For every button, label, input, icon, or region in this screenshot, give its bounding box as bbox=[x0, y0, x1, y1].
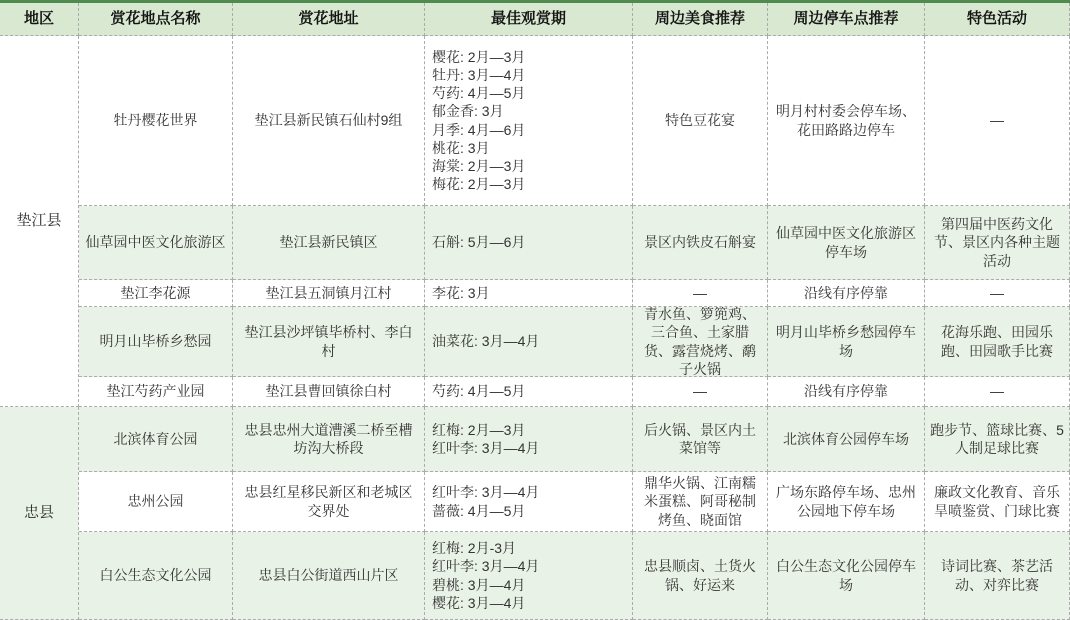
viewing-period-cell bbox=[425, 472, 633, 532]
activity-cell: — bbox=[925, 280, 1070, 307]
spot-name-cell: 垫江芍药产业园 bbox=[79, 377, 233, 407]
food-cell: 青水鱼、箩篼鸡、三合鱼、土家腊货、露营烧烤、鹬子火锅 bbox=[633, 307, 768, 377]
activity-cell: — bbox=[925, 36, 1070, 206]
period-line: 梅花: 2月—3月 bbox=[432, 176, 526, 193]
parking-cell: 明月山毕桥乡愁园停车场 bbox=[768, 307, 925, 377]
address-cell: 垫江县五洞镇月江村 bbox=[233, 280, 425, 307]
parking-cell: 仙草园中医文化旅游区停车场 bbox=[768, 206, 925, 280]
header-cell-region: 地区 bbox=[0, 3, 79, 36]
address-cell: 忠县红星移民新区和老城区交界处 bbox=[233, 472, 425, 532]
period-line: 樱花: 3月—4月 bbox=[432, 594, 526, 611]
period-line: 芍药: 4月—5月 bbox=[432, 85, 526, 102]
parking-cell: 明月村村委会停车场、花田路路边停车 bbox=[768, 36, 925, 206]
viewing-period-cell bbox=[425, 377, 633, 407]
period-line: 碧桃: 3月—4月 bbox=[432, 576, 526, 593]
food-cell: — bbox=[633, 280, 768, 307]
viewing-period-cell bbox=[425, 280, 633, 307]
period-line: 油菜花: 3月—4月 bbox=[432, 333, 540, 350]
period-line: 石斛: 5月—6月 bbox=[432, 234, 526, 251]
viewing-period-cell bbox=[425, 307, 633, 377]
period-line: 红梅: 2月-3月 bbox=[432, 540, 517, 557]
viewing-period-cell bbox=[425, 36, 633, 206]
period-line: 海棠: 2月—3月 bbox=[432, 157, 526, 174]
period-line: 红叶李: 3月—4月 bbox=[432, 558, 540, 575]
address-cell: 垫江县新民镇石仙村9组 bbox=[233, 36, 425, 206]
viewing-period-cell bbox=[425, 407, 633, 472]
viewing-period-cell bbox=[425, 206, 633, 280]
activity-cell: 第四届中医药文化节、景区内各种主题活动 bbox=[925, 206, 1070, 280]
period-line: 桃花: 3月 bbox=[432, 139, 490, 156]
activity-cell: 跑步节、篮球比赛、5人制足球比赛 bbox=[925, 407, 1070, 472]
activity-cell: — bbox=[925, 377, 1070, 407]
header-cell-address: 赏花地址 bbox=[233, 3, 425, 36]
spot-name-cell: 明月山毕桥乡愁园 bbox=[79, 307, 233, 377]
region-cell-zhongxian: 忠县 bbox=[0, 407, 79, 620]
period-line: 牡丹: 3月—4月 bbox=[432, 66, 526, 83]
header-cell-spot-name: 赏花地点名称 bbox=[79, 3, 233, 36]
period-line: 红叶李: 3月—4月 bbox=[432, 484, 540, 501]
period-line: 郁金香: 3月 bbox=[432, 103, 504, 120]
viewing-period-cell bbox=[425, 532, 633, 620]
address-cell: 垫江县沙坪镇毕桥村、李白村 bbox=[233, 307, 425, 377]
food-cell: 景区内铁皮石斛宴 bbox=[633, 206, 768, 280]
spot-name-cell: 牡丹樱花世界 bbox=[79, 36, 233, 206]
activity-cell: 廉政文化教育、音乐旱喷鉴赏、门球比赛 bbox=[925, 472, 1070, 532]
parking-cell: 北滨体育公园停车场 bbox=[768, 407, 925, 472]
period-line: 芍药: 4月—5月 bbox=[432, 383, 526, 400]
activity-cell: 花海乐跑、田园乐跑、田园歌手比赛 bbox=[925, 307, 1070, 377]
region-cell-dianjiang: 垫江县 bbox=[0, 36, 79, 407]
period-line: 蔷薇: 4月—5月 bbox=[432, 502, 526, 519]
address-cell: 忠县忠州大道漕溪二桥至槽坊沟大桥段 bbox=[233, 407, 425, 472]
spot-name-cell: 仙草园中医文化旅游区 bbox=[79, 206, 233, 280]
spot-name-cell: 白公生态文化公园 bbox=[79, 532, 233, 620]
food-cell: 后火锅、景区内土菜馆等 bbox=[633, 407, 768, 472]
address-cell: 垫江县曹回镇徐白村 bbox=[233, 377, 425, 407]
address-cell: 垫江县新民镇区 bbox=[233, 206, 425, 280]
header-cell-activities: 特色活动 bbox=[925, 3, 1070, 36]
spot-name-cell: 北滨体育公园 bbox=[79, 407, 233, 472]
food-cell: — bbox=[633, 377, 768, 407]
header-cell-parking: 周边停车点推荐 bbox=[768, 3, 925, 36]
period-line: 月季: 4月—6月 bbox=[432, 121, 526, 138]
header-cell-viewing-period: 最佳观赏期 bbox=[425, 3, 633, 36]
address-cell: 忠县白公街道西山片区 bbox=[233, 532, 425, 620]
parking-cell: 沿线有序停靠 bbox=[768, 377, 925, 407]
period-line: 樱花: 2月—3月 bbox=[432, 48, 526, 65]
parking-cell: 沿线有序停靠 bbox=[768, 280, 925, 307]
period-line: 红叶李: 3月—4月 bbox=[432, 440, 540, 456]
food-cell: 特色豆花宴 bbox=[633, 36, 768, 206]
parking-cell: 广场东路停车场、忠州公园地下停车场 bbox=[768, 472, 925, 532]
period-line: 红梅: 2月—3月 bbox=[432, 421, 526, 438]
spot-name-cell: 垫江李花源 bbox=[79, 280, 233, 307]
activity-cell: 诗词比赛、茶艺活动、对弈比赛 bbox=[925, 532, 1070, 620]
food-cell: 忠县顺卤、土货火锅、好运来 bbox=[633, 532, 768, 620]
period-line: 李花: 3月 bbox=[432, 284, 490, 301]
food-cell: 鼎华火锅、江南糯米蛋糕、阿哥秘制烤鱼、晓面馆 bbox=[633, 472, 768, 532]
spot-name-cell: 忠州公园 bbox=[79, 472, 233, 532]
header-cell-food: 周边美食推荐 bbox=[633, 3, 768, 36]
parking-cell: 白公生态文化公园停车场 bbox=[768, 532, 925, 620]
